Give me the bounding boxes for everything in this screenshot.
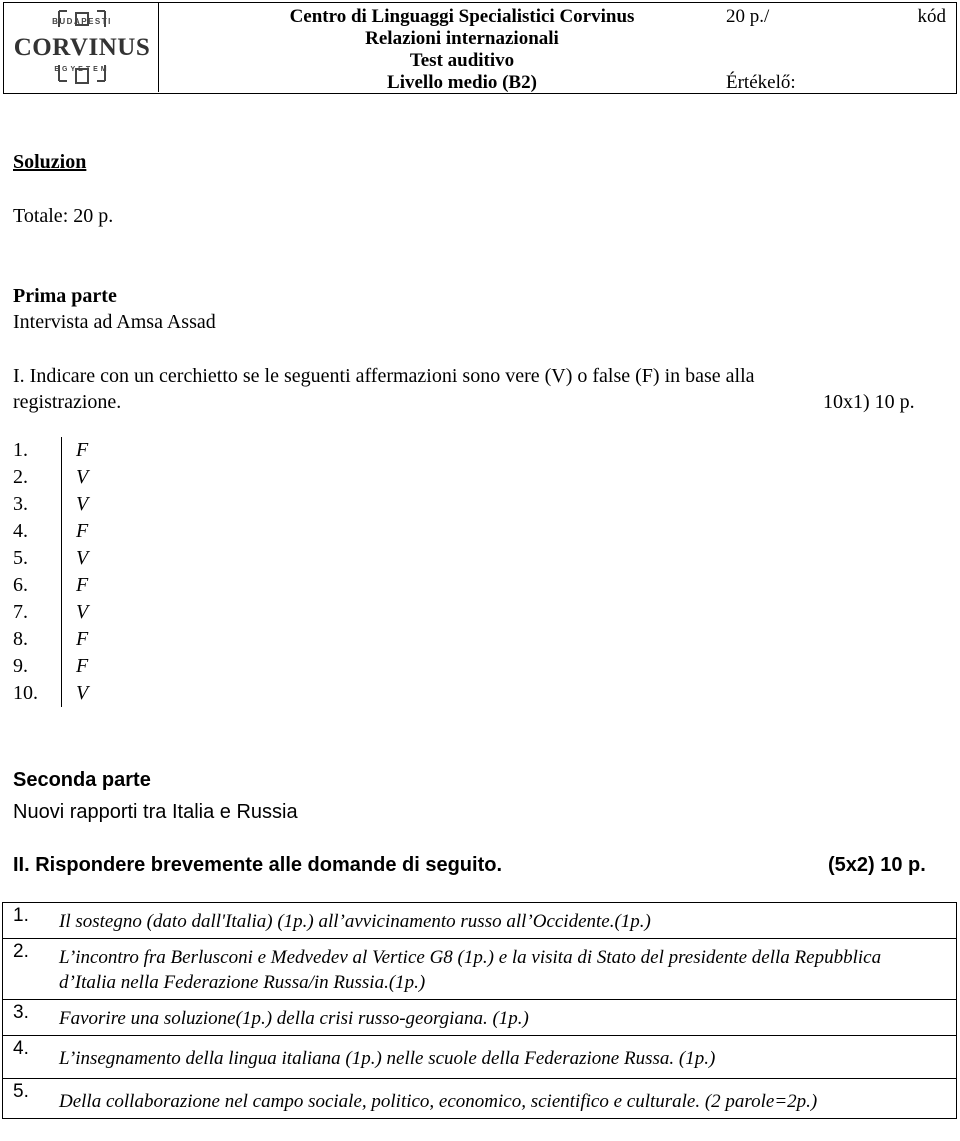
program-name: Relazioni internazionali [365, 28, 559, 49]
part2-title: Seconda parte [13, 769, 151, 791]
list-item: 4. F [13, 518, 63, 545]
list-item: 5. V [13, 545, 63, 572]
part1-answer-list [13, 437, 89, 707]
list-item: 7. V [13, 599, 63, 626]
list-item: 6. F [13, 572, 63, 599]
list-item: 3. V [13, 491, 63, 518]
points-field: 20 p./ [726, 6, 770, 27]
institute-name: Centro di Linguaggi Specialistici Corvinus [289, 6, 635, 27]
logo-top-text: BUDAPESTI [52, 17, 112, 26]
part1-score: 10x1) 10 p. [823, 391, 915, 413]
list-item: 10. V [13, 680, 63, 707]
list-item: 1. F [13, 437, 63, 464]
document-header [3, 2, 957, 94]
header-title-block [262, 6, 662, 94]
part1-instruction-end: registrazione. [13, 391, 122, 413]
evaluator-field: Értékelő: [726, 72, 796, 93]
list-item: 9. F [13, 653, 63, 680]
part2-answer-table [2, 902, 957, 1119]
table-row: 2. L’incontro fra Berlusconi e Medvedev al Vertice G8 (1p.) e la visita di Stato del presidente della Repubblica d’Italia nella Federazione Russa/in Russia.(1p.) [3, 939, 957, 1000]
total-score: Totale: 20 p. [13, 205, 114, 227]
part2-instruction: II. Rispondere brevemente alle domande di seguito. [13, 854, 503, 876]
list-item: 2. V [13, 464, 63, 491]
list-item: 8. F [13, 626, 63, 653]
table-row: 1. Il sostegno (dato dall'Italia) (1p.) all’avvicinamento russo all’Occidente.(1p.) [3, 903, 957, 939]
part1-subtitle: Intervista ad Amsa Assad [13, 311, 216, 333]
logo-name: CORVINUS [13, 34, 151, 61]
code-field: kód [917, 6, 946, 27]
part2-subtitle: Nuovi rapporti tra Italia e Russia [13, 801, 298, 823]
table-row: 4. L’insegnamento della lingua italiana (1p.) nelle scuole della Federazione Russa. (1p.) [3, 1036, 957, 1079]
logo-bottom-text: EGYETEM [54, 66, 110, 73]
part2-score: (5x2) 10 p. [828, 854, 926, 876]
table-row: 3. Favorire una soluzione(1p.) della crisi russo-georgiana. (1p.) [3, 1000, 957, 1036]
university-logo [4, 3, 159, 92]
part1-title: Prima parte [13, 285, 117, 307]
table-row: 5. Della collaborazione nel campo sociale, politico, economico, scientifico e culturale. (2 parole=2p.) [3, 1079, 957, 1119]
corvinus-logo-icon [4, 3, 158, 92]
test-name: Test auditivo [409, 50, 515, 71]
solution-heading: Soluzion [13, 151, 87, 173]
level-name: Livello medio (B2) [387, 72, 537, 93]
part1-instruction: I. Indicare con un cerchietto se le seguenti affermazioni sono vere (V) o false (F) in base alla [13, 365, 755, 387]
